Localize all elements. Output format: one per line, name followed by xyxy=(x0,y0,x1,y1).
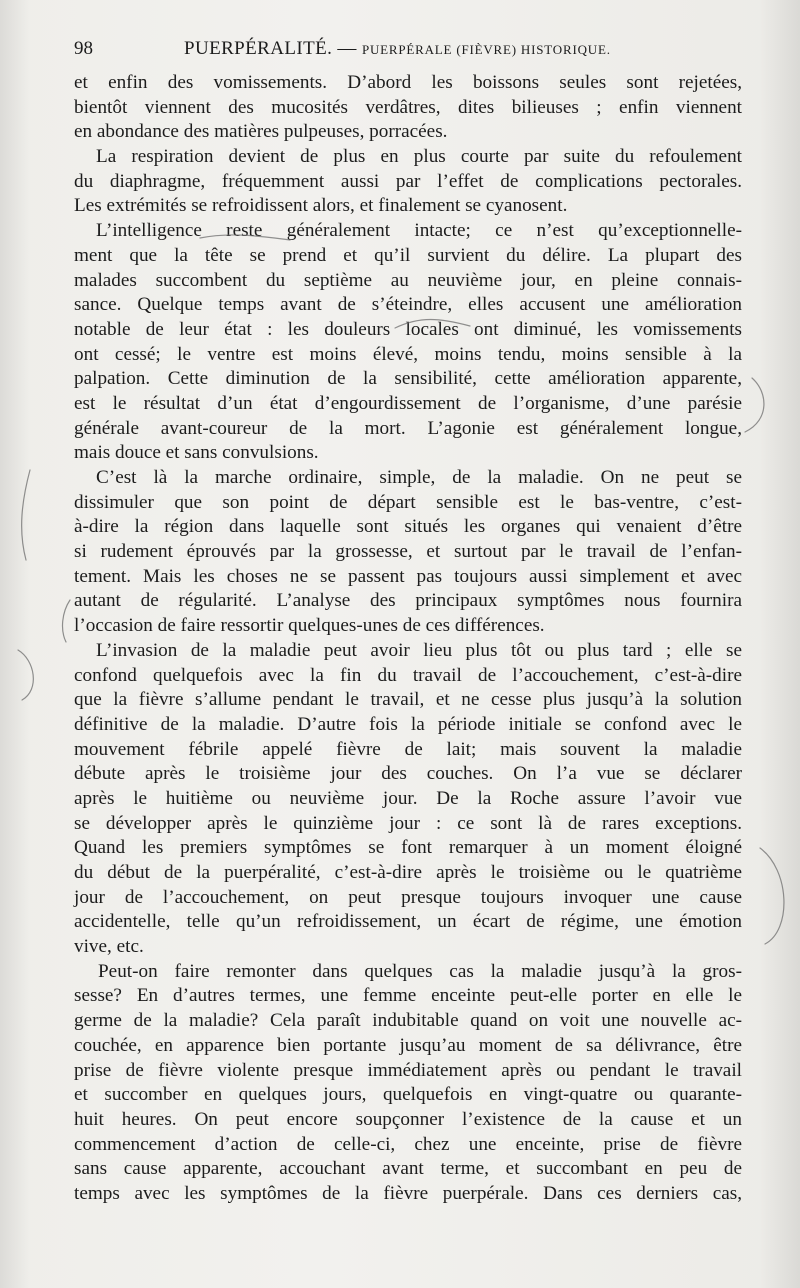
text-line: accidentelle, telle qu’un refroidissement, un écart de régime, une émotion xyxy=(74,911,742,933)
text-line: prise de fièvre violente presque immédiatement après ou pendant le travail xyxy=(74,1059,742,1081)
text-line: sance. Quelque temps avant de s’éteindre, elles accusent une amélioration xyxy=(74,294,742,316)
text-line: L’intelligence reste généralement intacte; ce n’est qu’exceptionnelle- xyxy=(96,220,742,242)
text-line: et succomber en quelques jours, quelquefois en vingt-quatre ou quarante- xyxy=(74,1084,742,1106)
running-header xyxy=(74,38,734,64)
running-title xyxy=(184,38,611,60)
text-line: C’est là la marche ordinaire, simple, de la maladie. On ne peut se xyxy=(96,467,742,488)
text-line: en abondance des matières pulpeuses, porracées. xyxy=(74,121,448,143)
text-line: du début de la puerpéralité, c’est-à-dire après le troisième ou le quatrième xyxy=(74,862,742,883)
text-line: confond quelquefois avec la fin du travail de l’accouchement, c’est-à-dire xyxy=(74,664,742,686)
text-line: et enfin des vomissements. D’abord les boissons seules sont rejetées, xyxy=(74,72,742,93)
text-line: est le résultat d’un état d’engourdissement de l’organisme, d’une parésie xyxy=(74,392,742,414)
text-line: La respiration devient de plus en plus courte par suite du refoulement xyxy=(96,146,742,168)
text-line: à-dire la région dans laquelle sont situés les organes qui venaient d’être xyxy=(74,516,742,538)
text-line: ment que la tête se prend et qu’il survient du délire. La plupart des xyxy=(74,244,742,266)
text-line: l’occasion de faire ressortir quelques-unes de ces différences. xyxy=(74,615,545,637)
text-line: définitive de la maladie. D’autre fois la période initiale se confond avec le xyxy=(74,713,742,735)
text-line: si rudement éprouvés par la grossesse, et surtout par le travail de l’enfan- xyxy=(74,541,742,563)
text-line: que la fièvre s’allume pendant le travail, et ne cesse plus jusqu’à la solution xyxy=(74,689,742,711)
text-line: vive, etc. xyxy=(74,936,144,958)
text-line: sesse? En d’autres termes, une femme enceinte peut-elle porter en elle le xyxy=(74,985,742,1007)
text-line: L’invasion de la maladie peut avoir lieu plus tôt ou plus tard ; elle se xyxy=(96,639,742,661)
text-line: mouvement fébrile appelé fièvre de lait; mais souvent la maladie xyxy=(74,738,742,760)
text-line: autant de régularité. L’analyse des principaux symptômes nous fournira xyxy=(74,590,742,612)
text-line: jour de l’accouchement, on peut presque toujours invoquer une cause xyxy=(74,886,742,908)
page-gutter-shadow xyxy=(0,0,30,1288)
text-line: temps avec les symptômes de la fièvre puerpérale. Dans ces derniers cas, xyxy=(74,1182,742,1204)
text-line: malades succombent du septième au neuvième jour, en pleine connais- xyxy=(74,269,742,291)
margin-bracket-mark xyxy=(63,600,70,642)
text-line: bientôt viennent des mucosités verdâtres, dites bilieuses ; enfin viennent xyxy=(74,96,742,118)
text-line: tement. Mais les choses ne se passent pas toujours aussi simplement et avec xyxy=(74,565,742,587)
page-edge-shadow xyxy=(760,0,800,1288)
text-line: couchée, en apparence bien portante jusqu’au moment de sa délivrance, être xyxy=(74,1034,742,1056)
text-line: sans cause apparente, accouchant avant terme, et succombant en peu de xyxy=(74,1158,742,1180)
text-line: après le huitième ou neuvième jour. De la Roche assure l’avoir vue xyxy=(74,787,742,809)
page-number: 98 xyxy=(74,38,93,59)
text-line: palpation. Cette diminution de la sensibilité, cette amélioration apparente, xyxy=(74,368,742,390)
text-line: débute après le troisième jour des couches. On l’a vue se déclarer xyxy=(74,763,742,785)
running-title-main: PUERPÉRALITÉ. — xyxy=(184,38,362,59)
running-title-subtitle: PUERPÉRALE (FIÈVRE) HISTORIQUE. xyxy=(361,42,611,57)
text-line: ont cessé; le ventre est moins élevé, moins tendu, moins sensible à la xyxy=(74,343,742,365)
text-line: du diaphragme, fréquemment aussi par l’effet de complications pectorales. xyxy=(74,170,742,192)
text-line: générale avant-coureur de la mort. L’agonie est généralement longue, xyxy=(74,417,742,439)
text-line: Quand les premiers symptômes se font remarquer à un moment éloigné xyxy=(74,837,742,859)
text-line: mais douce et sans convulsions. xyxy=(74,442,319,464)
text-line: Peut-on faire remonter dans quelques cas la maladie jusqu’à la gros- xyxy=(98,960,742,982)
text-line: notable de leur état : les douleurs locales ont diminué, les vomissements xyxy=(74,318,742,340)
text-line: dissimuler que son point de départ sensible est le bas-ventre, c’est- xyxy=(74,491,742,513)
text-line: huit heures. On peut encore soupçonner l’existence de la cause et un xyxy=(74,1108,742,1130)
body-text xyxy=(74,71,742,1207)
text-line: se développer après le quinzième jour : ce sont là de rares exceptions. xyxy=(74,812,742,834)
text-line: commencement d’action de celle-ci, chez une enceinte, prise de fièvre xyxy=(74,1133,742,1155)
text-line: germe de la maladie? Cela paraît indubitable quand on voit une nouvelle ac- xyxy=(74,1010,742,1032)
text-line: Les extrémités se refroidissent alors, et finalement se cyanosent. xyxy=(74,195,568,217)
